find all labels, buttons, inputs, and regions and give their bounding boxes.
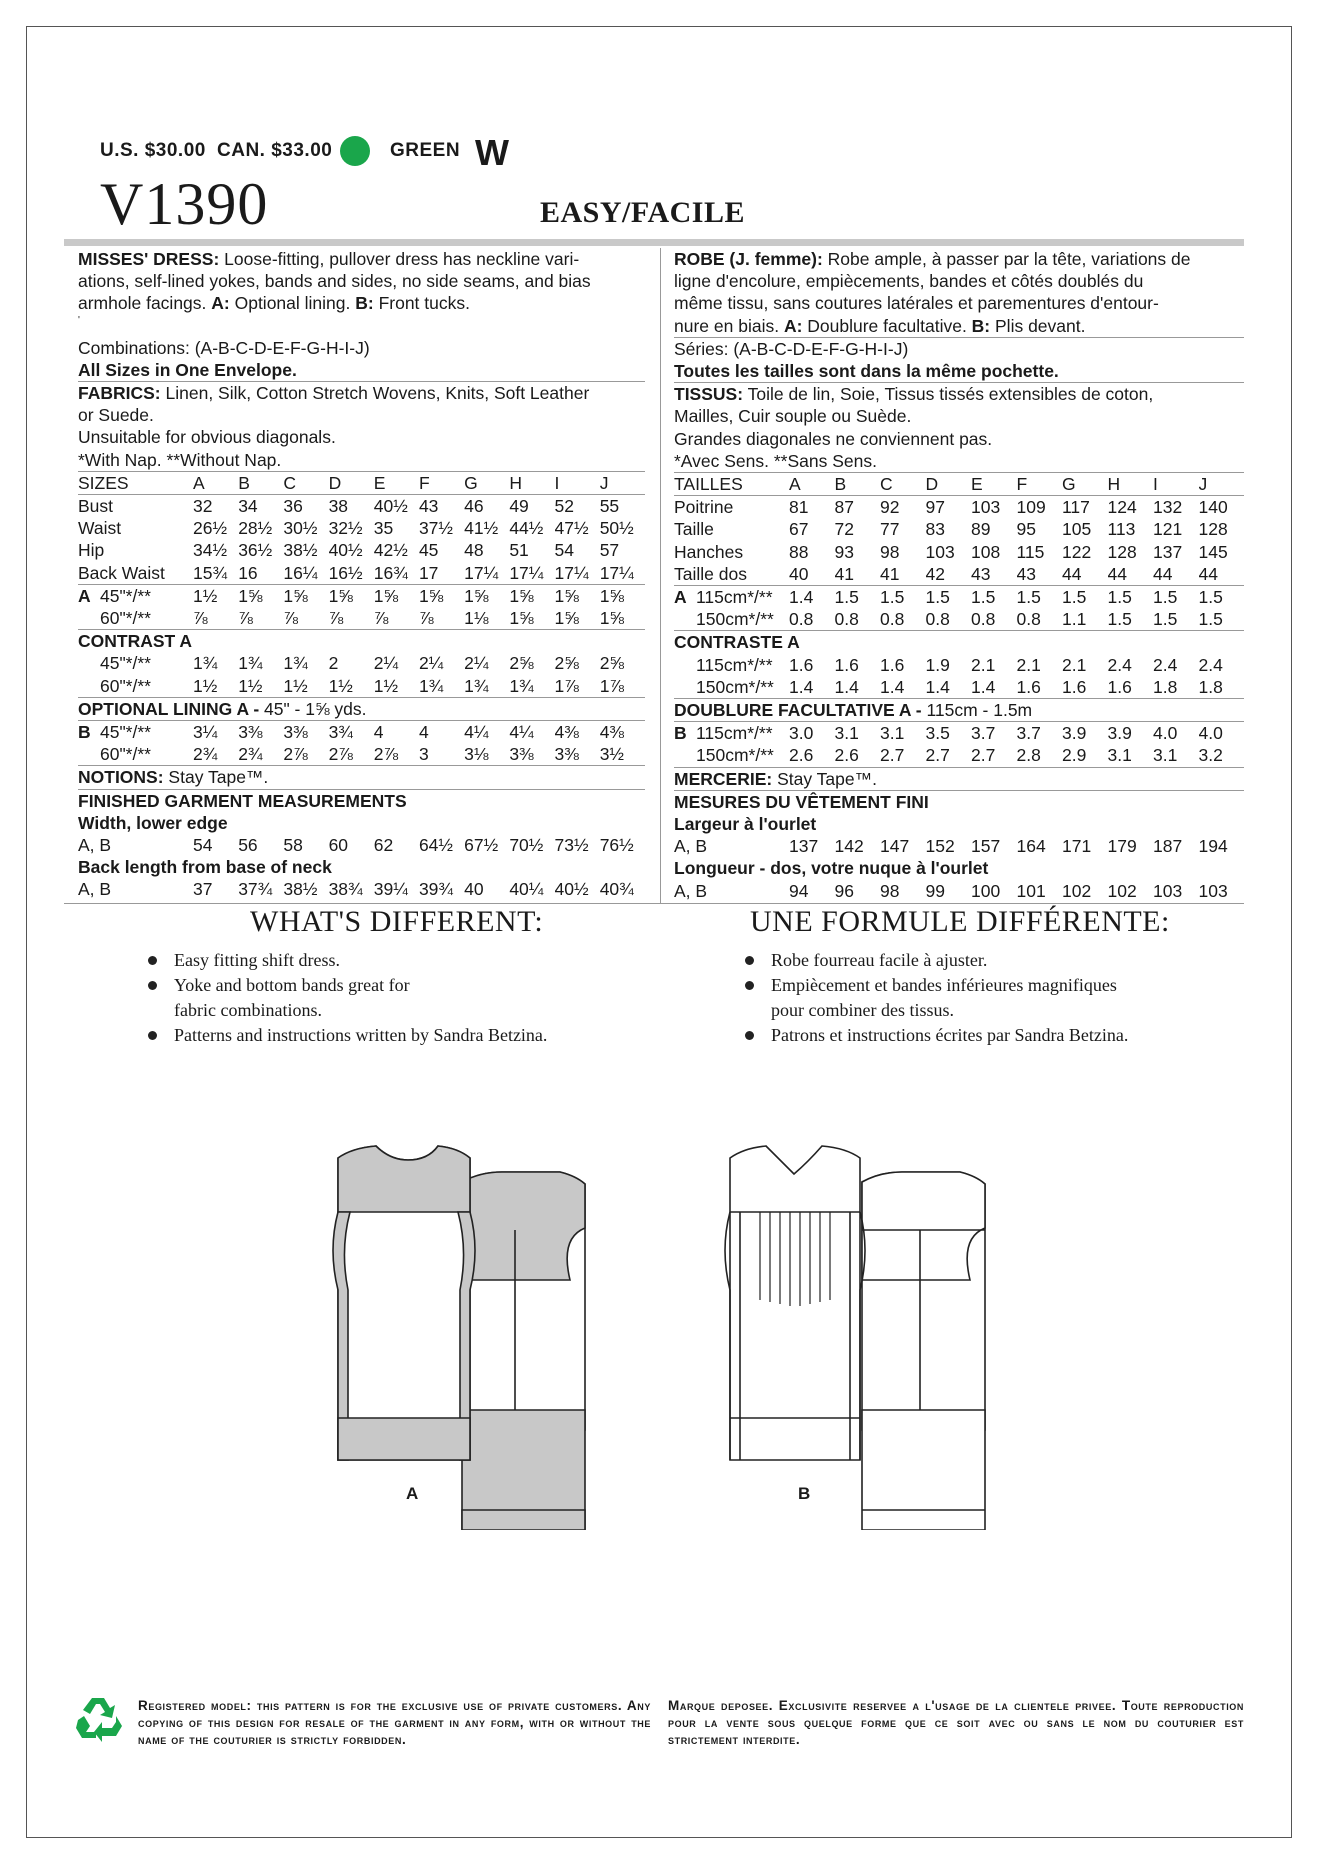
unsuitable: Unsuitable for obvious diagonals. [78,427,336,448]
desc-a-text: Doublure facultative. [802,315,972,336]
table-row: A 45"*/** 1½ 1⅝ 1⅝ 1⅝ 1⅝ 1⅝ 1⅝ 1⅝ 1⅝ 1⅝ [78,584,645,607]
table-row: 150cm*/** 1.4 1.4 1.4 1.4 1.4 1.6 1.6 1.6 1.8 1.8 [696,676,1223,697]
pattern-letter: W [475,132,509,173]
tick-mark: ' [78,314,80,326]
desc-b: B: [355,293,374,314]
legal-french: Marque deposee. Exclusivite reservee a l'usage de la clientele privee. Toute reproduction pour la vente sous quelque forme que ce soit avec ou sans le nom du couturier est strictement interdite. [668,1698,1244,1747]
yardage-table [78,584,645,834]
color-name: GREEN [390,140,461,161]
view-a-label: A [406,1484,419,1503]
french-column [674,248,1244,902]
table-row: 60"*/** 2¾ 2¾ 2⅞ 2⅞ 2⅞ 3 3⅛ 3⅜ 3⅜ 3½ [100,744,625,765]
list-item: Patterns and instructions written by Sandra Betzina. [148,1023,648,1048]
desc-b-text: Plis devant. [990,315,1086,336]
desc-b: B: [971,315,991,336]
contrast-title: CONTRAST A [78,630,645,653]
finished-table [674,835,1244,902]
table-row: B 115cm*/** 3.0 3.1 3.1 3.5 3.7 3.7 3.9 3.9 4.0 4.0 [674,722,1244,745]
color-swatch [340,136,370,166]
fabrics-text: or Suede. [78,405,154,426]
table-row: Bust 32 34 36 38 40½ 43 46 49 52 55 [78,495,645,518]
header-rule [64,239,1244,246]
lining-line: DOUBLURE FACULTATIVE A - 115cm - 1.5m [674,699,1244,722]
table-row: A 115cm*/** 1.4 1.5 1.5 1.5 1.5 1.5 1.5 1.5 1.5 1.5 [674,586,1244,609]
series: Séries: (A-B-C-D-E-F-G-H-I-J) [674,338,909,359]
desc-line: nure en biais. [674,315,784,336]
view-b-back [862,1172,985,1530]
table-row: Poitrine 81 87 92 97 103 109 117 124 132 140 [674,496,1244,519]
table-row: Hanches 88 93 98 103 108 115 122 128 137 145 [674,541,1228,562]
yardage-table [674,585,1244,835]
whats-different-list [148,948,648,1048]
une-formule-title: UNE FORMULE DIFFÉRENTE: [750,905,1170,938]
list-item: Patrons et instructions écrites par Sandra Betzina. [745,1023,1245,1048]
lining-line: OPTIONAL LINING A - 45" - 1⅝ yds. [78,697,645,720]
length-title: Back length from base of neck [78,857,332,878]
desc-a: A: [783,315,803,336]
desc-line: ations, self-lined yokes, bands and sides, no side seams, and bias [78,271,591,292]
list-item: Robe fourreau facile à ajuster. [745,948,1245,973]
view-b-label: B [798,1484,811,1503]
table-row: 150cm*/** 2.6 2.6 2.7 2.7 2.7 2.8 2.9 3.1 3.1 3.2 [696,745,1223,766]
desc-a-text: Optional lining. [229,293,356,314]
all-sizes: Toutes les tailles sont dans la même pochette. [674,361,1059,382]
legal-english: Registered model: this pattern is for the exclusive use of private customers. Any copying of this design for resale of the garment in any form, with or without the name of the couturier is strictly forbidden. [138,1698,651,1747]
contrast-title: CONTRASTE A [674,631,1244,654]
table-header: SIZES A B C D E F G H I J [78,472,609,493]
all-sizes: All Sizes in One Envelope. [78,359,297,380]
finished-title: MESURES DU VÊTEMENT FINI [674,790,1244,813]
fabrics-label: TISSUS: [674,384,744,405]
table-row: A, B 37 37¾ 38½ 38¾ 39¼ 39¾ 40 40¼ 40½ 40¾ [78,879,634,900]
desc-line: ligne d'encolure, empiècements, bandes et côtés doublés du [674,271,1144,292]
notions-line: MERCERIE: Stay Tape™. [674,767,1244,790]
nap-note: *With Nap. **Without Nap. [78,449,282,470]
table-row: 60"*/** 1½ 1½ 1½ 1½ 1½ 1¾ 1¾ 1¾ 1⅞ 1⅞ [100,675,625,696]
table-row: Hip 34½ 36½ 38½ 40½ 42½ 45 48 51 54 57 [78,540,620,561]
desc-title: ROBE (J. femme): [674,249,823,269]
difficulty: EASY/FACILE [540,196,745,229]
fabrics-label: FABRICS: [78,383,161,404]
desc-line: même tissu, sans coutures latérales et parementures d'entour- [674,293,1159,314]
fabrics-text: Toile de lin, Soie, Tissus tissés extensibles de coton, [743,384,1154,405]
width-title: Width, lower edge [78,812,228,833]
finished-title: FINISHED GARMENT MEASUREMENTS [78,789,645,812]
sizes-table [78,472,645,584]
table-row: Taille 67 72 77 83 89 95 105 113 121 128 [674,519,1228,540]
fabrics-text: Mailles, Cuir souple ou Suède. [674,406,912,427]
view-a-front [333,1146,475,1460]
dress-illustrations [320,1130,1000,1530]
table-row: Back Waist 15¾ 16 16¼ 16½ 16¾ 17 17¼ 17¼ 17¼ 17¼ [78,562,634,583]
view-a-back [462,1172,585,1530]
unsuitable: Grandes diagonales ne conviennent pas. [674,428,993,449]
us-price: U.S. $30.00 [100,140,206,161]
whats-different-title: WHAT'S DIFFERENT: [250,905,544,938]
list-item-continued: fabric combinations. [174,1000,322,1020]
list-item: Easy fitting shift dress. [148,948,648,973]
can-price: CAN. $33.00 [217,140,333,161]
table-header: TAILLES A B C D E F G H I J [674,474,1208,495]
nap-note: *Avec Sens. **Sans Sens. [674,450,877,471]
notions-line: NOTIONS: Stay Tape™. [78,766,645,789]
table-row: 150cm*/** 0.8 0.8 0.8 0.8 0.8 0.8 1.1 1.5 1.5 1.5 [696,609,1223,630]
desc-line: armhole facings. [78,293,212,314]
list-item: Yoke and bottom bands great for [148,973,648,998]
column-divider [660,248,661,903]
finished-table [78,834,645,901]
list-item: Empiècement et bandes inférieures magnifiques [745,973,1245,998]
sizes-table [674,473,1244,585]
table-row: 115cm*/** 1.6 1.6 1.6 1.9 2.1 2.1 2.1 2.4 2.4 2.4 [696,654,1223,675]
pattern-code: V1390 [100,171,269,237]
desc-line: Robe ample, à passer par la tête, variations de [822,249,1191,269]
table-row: 45"*/** 1¾ 1¾ 1¾ 2 2¼ 2¼ 2¼ 2⅝ 2⅝ 2⅝ [100,653,625,674]
table-row: B 45"*/** 3¼ 3⅜ 3⅜ 3¾ 4 4 4¼ 4¼ 4⅜ 4⅜ [78,721,645,744]
list-item-continued: pour combiner des tissus. [771,1000,954,1020]
english-column [78,248,645,901]
desc-a: A: [211,293,230,314]
desc-title: MISSES' DRESS: [78,249,220,269]
table-row: A, B 137 142 147 152 157 164 171 179 187 194 [674,836,1228,857]
combinations: Combinations: (A-B-C-D-E-F-G-H-I-J) [78,337,370,358]
section-rule [64,903,1244,904]
fabrics-text: Linen, Silk, Cotton Stretch Wovens, Knits, Soft Leather [160,383,590,404]
view-b-front [725,1146,865,1460]
desc-b-text: Front tucks. [373,293,470,314]
recycle-icon [72,1694,124,1744]
table-row: 60"*/** ⅞ ⅞ ⅞ ⅞ ⅞ ⅞ 1⅛ 1⅝ 1⅝ 1⅝ [100,608,625,629]
width-title: Largeur à l'ourlet [674,814,817,835]
table-row: Taille dos 40 41 41 42 43 43 44 44 44 44 [674,563,1218,584]
table-row: A, B 94 96 98 99 100 101 102 102 103 103 [674,880,1228,901]
table-row: Waist 26½ 28½ 30½ 32½ 35 37½ 41½ 44½ 47½ 50½ [78,518,634,539]
length-title: Longueur - dos, votre nuque à l'ourlet [674,858,989,879]
desc-line: Loose-fitting, pullover dress has neckline vari- [219,249,580,269]
table-row: A, B 54 56 58 60 62 64½ 67½ 70½ 73½ 76½ [78,835,634,856]
une-formule-list [745,948,1245,1048]
